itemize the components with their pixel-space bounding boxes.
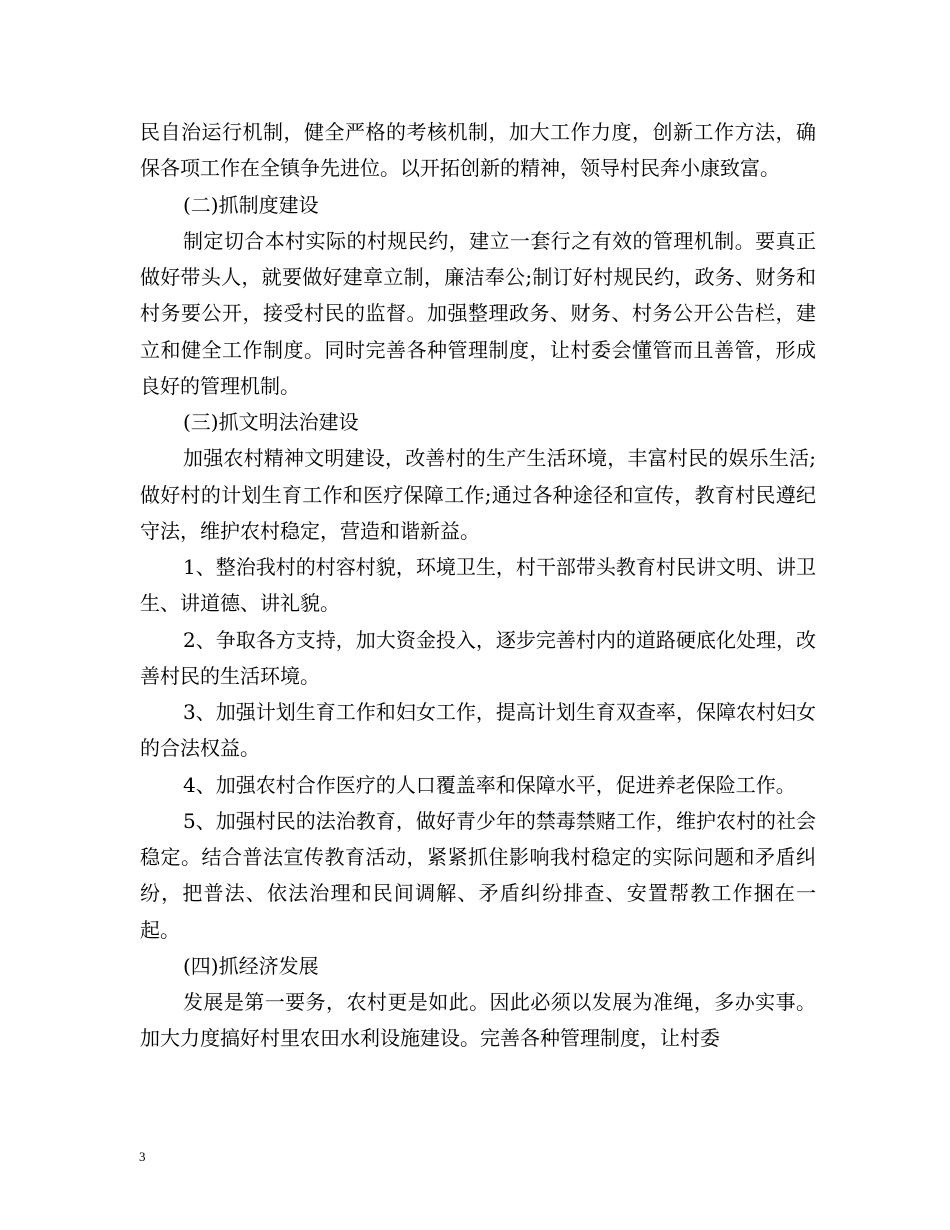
paragraph: 制定切合本村实际的村规民约，建立一套行之有效的管理机制。要真正做好带头人，就要做好建章立制，廉洁奉公;制订好村规民约，政务、财务和村务要公开，接受村民的监督。加强整理政务、财务、村务公开公告栏，建立和健全工作制度。同时完善各种管理制度，让村委会懂管而且善管，形成良好的管理机制。 — [140, 228, 816, 398]
paragraph-continuation: 民自治运行机制，健全严格的考核机制，加大工作力度，创新工作方法，确保各项工作在全镇争先进位。以开拓创新的精神，领导村民奔小康致富。 — [140, 120, 816, 181]
section-heading-3: (三)抓文明法治建设 — [183, 410, 359, 434]
list-item: 4、加强农村合作医疗的人口覆盖率和保障水平，促进养老保险工作。 — [183, 772, 796, 797]
list-item: 2、争取各方支持，加大资金投入，逐步完善村内的道路硬底化处理，改善村民的生活环境。 — [140, 627, 816, 688]
list-item: 5、加强村民的法治教育，做好青少年的禁毒禁赌工作，维护农村的社会稳定。结合普法宣传教育活动，紧紧抓住影响我村稳定的实际问题和矛盾纠纷，把普法、依法治理和民间调解、矛盾纠纷排查、安置帮教工作捆在一起。 — [140, 808, 816, 942]
page-number: 3 — [139, 1149, 146, 1164]
document-body — [140, 114, 816, 1057]
paragraph: 加强农村精神文明建设，改善村的生产生活环境，丰富村民的娱乐生活;做好村的计划生育工作和医疗保障工作;通过各种途径和宣传，教育村民遵纪守法，维护农村稳定，营造和谐新益。 — [140, 446, 816, 543]
section-heading-2: (二)抓制度建设 — [183, 192, 319, 217]
list-item: 1、整治我村的村容村貌，环境卫生，村干部带头教育村民讲文明、讲卫生、讲道德、讲礼貌。 — [140, 555, 816, 616]
paragraph: 发展是第一要务，农村更是如此。因此必须以发展为准绳，多办实事。加大力度搞好村里农田水利设施建设。完善各种管理制度，让村委 — [140, 990, 816, 1051]
section-heading-4: (四)抓经济发展 — [183, 953, 319, 978]
list-item: 3、加强计划生育工作和妇女工作，提高计划生育双查率，保障农村妇女的合法权益。 — [140, 700, 816, 761]
